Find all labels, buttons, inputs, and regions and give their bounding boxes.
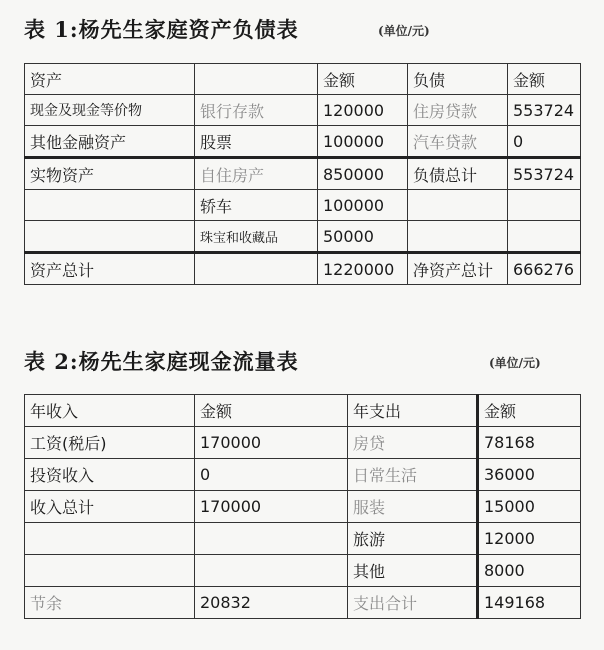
table-cell: 服装	[348, 491, 478, 523]
table-cell: 资产总计	[25, 253, 195, 285]
table-cell	[408, 221, 508, 253]
table-cell: 15000	[478, 491, 581, 523]
table-cell: 100000	[318, 190, 408, 221]
table-cell: 负债总计	[408, 158, 508, 190]
header-cell: 金额	[318, 64, 408, 95]
header-cell: 金额	[508, 64, 581, 95]
table-cell: 666276	[508, 253, 581, 285]
table-cell: 银行存款	[195, 95, 318, 126]
table-cell: 12000	[478, 523, 581, 555]
table-cell: 收入总计	[25, 491, 195, 523]
table-cell	[508, 190, 581, 221]
table-header-row	[25, 395, 581, 427]
table-cell	[25, 221, 195, 253]
cash-flow-table	[24, 394, 581, 619]
header-cell	[195, 64, 318, 95]
table-cell: 支出合计	[348, 587, 478, 619]
table-cell: 股票	[195, 126, 318, 158]
table-cell: 149168	[478, 587, 581, 619]
table-cell	[195, 253, 318, 285]
table-cell: 100000	[318, 126, 408, 158]
table2-unit: (单位/元)	[489, 356, 541, 370]
table-cell: 36000	[478, 459, 581, 491]
table-cell: 553724	[508, 95, 581, 126]
table-cell: 净资产总计	[408, 253, 508, 285]
table-cell: 珠宝和收藏品	[195, 221, 318, 253]
table-row	[25, 221, 581, 253]
table-row	[25, 459, 581, 491]
table1-unit: (单位/元)	[378, 24, 430, 38]
header-cell: 年收入	[25, 395, 195, 427]
table-cell: 850000	[318, 158, 408, 190]
table-cell: 工资(税后)	[25, 427, 195, 459]
table-cell	[25, 555, 195, 587]
table-cell: 1220000	[318, 253, 408, 285]
table-cell	[408, 190, 508, 221]
table-row	[25, 95, 581, 126]
header-cell: 金额	[478, 395, 581, 427]
table-row	[25, 523, 581, 555]
table-cell	[25, 190, 195, 221]
table-cell: 汽车贷款	[408, 126, 508, 158]
table-row	[25, 587, 581, 619]
table-cell: 日常生活	[348, 459, 478, 491]
table-cell: 78168	[478, 427, 581, 459]
table-cell: 553724	[508, 158, 581, 190]
table-cell: 房贷	[348, 427, 478, 459]
table-cell: 0	[508, 126, 581, 158]
table-cell: 节余	[25, 587, 195, 619]
table-cell: 0	[195, 459, 348, 491]
table-cell: 住房贷款	[408, 95, 508, 126]
table-cell: 170000	[195, 491, 348, 523]
table-cell: 投资收入	[25, 459, 195, 491]
header-cell: 资产	[25, 64, 195, 95]
table-cell: 实物资产	[25, 158, 195, 190]
table2-title: 表 2:杨先生家庭现金流量表	[24, 349, 299, 374]
table-header-row	[25, 64, 581, 95]
balance-sheet-table	[24, 63, 581, 285]
table-cell: 轿车	[195, 190, 318, 221]
table-cell: 自住房产	[195, 158, 318, 190]
table-cell: 120000	[318, 95, 408, 126]
table-cell	[25, 523, 195, 555]
table-cell: 旅游	[348, 523, 478, 555]
table-cell: 现金及现金等价物	[25, 95, 195, 126]
table-row	[25, 253, 581, 285]
table-cell: 20832	[195, 587, 348, 619]
header-cell: 年支出	[348, 395, 478, 427]
table1-title: 表 1:杨先生家庭资产负债表	[24, 17, 299, 42]
table-cell	[195, 523, 348, 555]
table-row	[25, 555, 581, 587]
table-row	[25, 126, 581, 158]
table-row	[25, 491, 581, 523]
table-cell: 8000	[478, 555, 581, 587]
table-cell: 50000	[318, 221, 408, 253]
table-cell	[508, 221, 581, 253]
table-cell	[195, 555, 348, 587]
table-row	[25, 158, 581, 190]
table-row	[25, 427, 581, 459]
table-cell: 其他	[348, 555, 478, 587]
table-cell: 其他金融资产	[25, 126, 195, 158]
header-cell: 负债	[408, 64, 508, 95]
header-cell: 金额	[195, 395, 348, 427]
table-row	[25, 190, 581, 221]
table-cell: 170000	[195, 427, 348, 459]
